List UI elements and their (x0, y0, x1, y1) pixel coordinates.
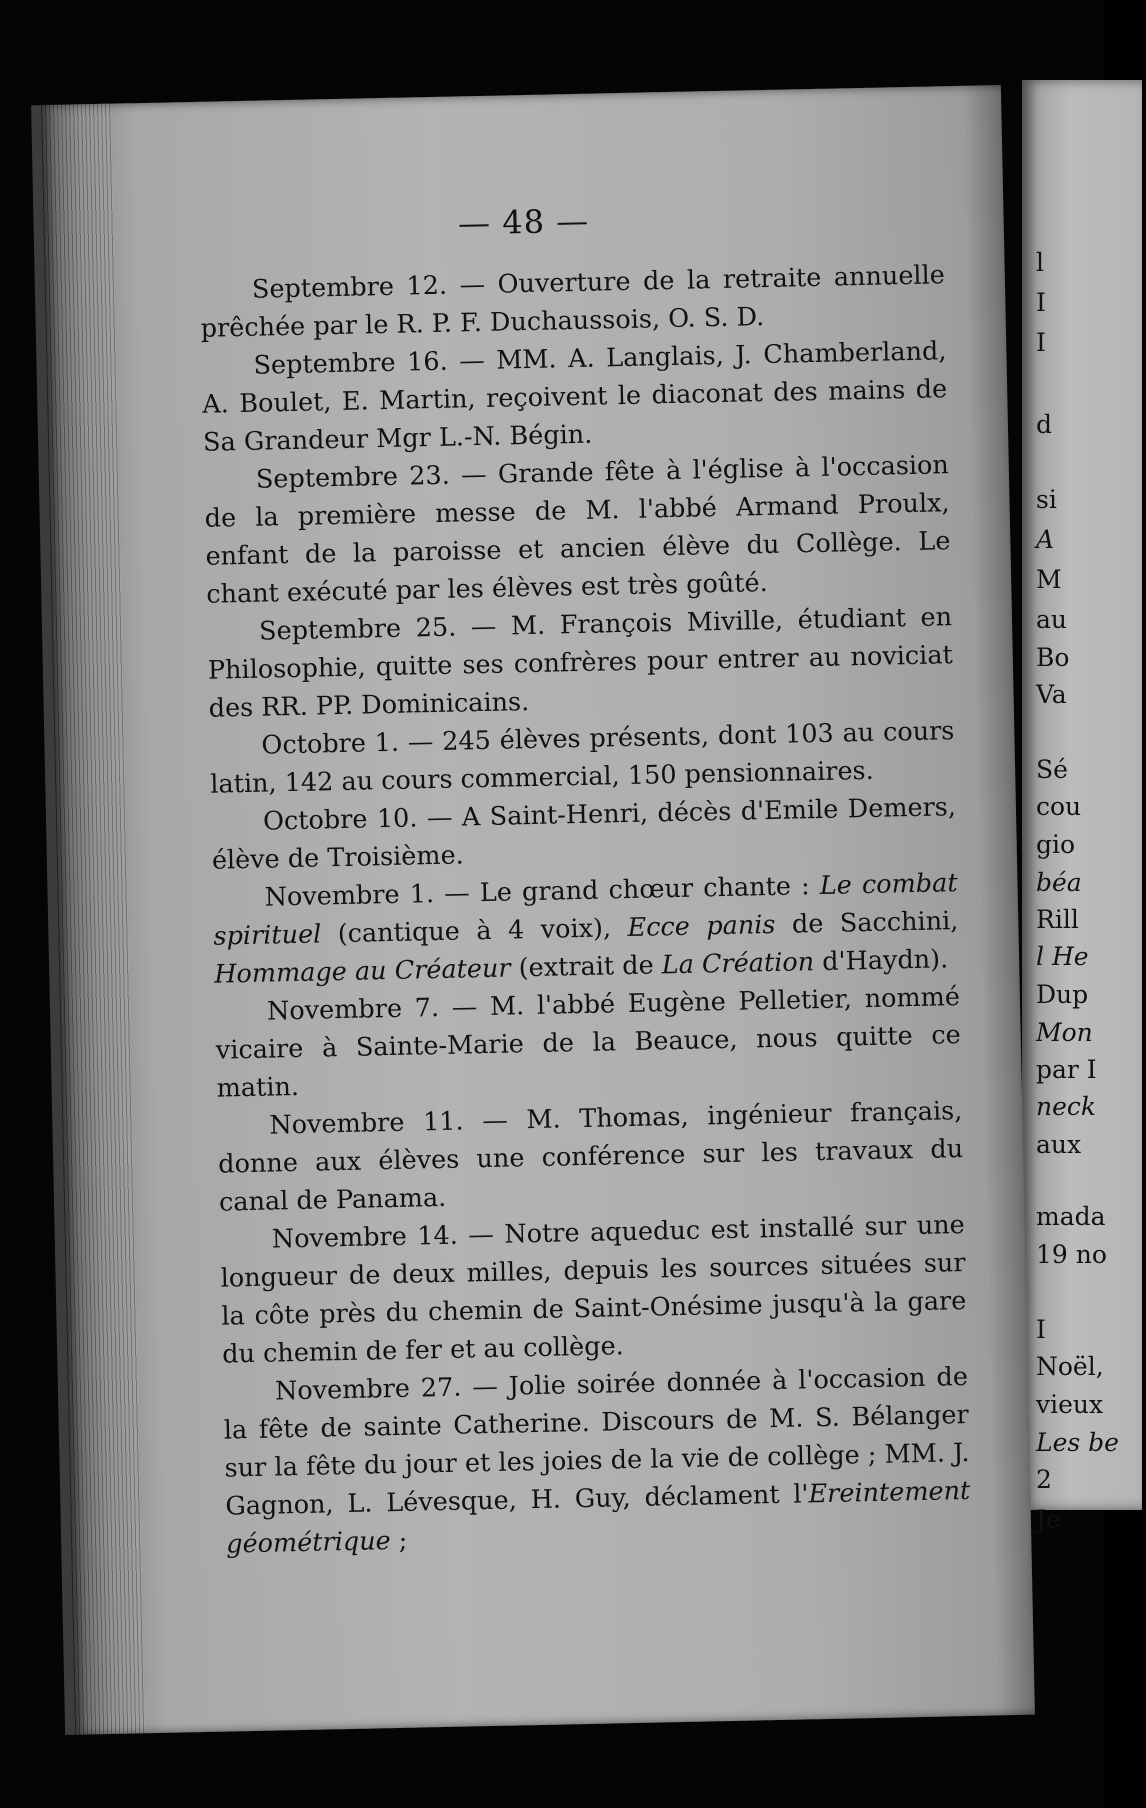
fragment-line: I (1036, 288, 1046, 317)
entry-date: Novembre 1. (264, 879, 435, 913)
entry-text: d'Haydn). (813, 944, 949, 978)
entry-date: Novembre 7. (266, 992, 440, 1027)
entry-text: — Grande fête à l'église à l'occasion de la première messe de M. l'abbé Armand Proulx, enfant de la paroisse et ancien élève du Collège. Le chant exécuté par les élèves est très goûté. (204, 450, 951, 610)
fragment-line: Noël, (1036, 1352, 1104, 1381)
entry-date: Septembre 12. (251, 270, 448, 305)
entry-text: — M. l'abbé Eugène Pelletier, nommé vicaire à Sainte-Marie de la Beauce, nous quitte ce matin. (215, 982, 962, 1104)
chronicle-entry (204, 446, 952, 614)
fragment-line: cou (1036, 792, 1082, 821)
entry-text: — 245 élèves présents, dont 103 au cours latin, 142 au cours commercial, 150 pensionnaires. (209, 716, 955, 800)
entry-text: — M. Thomas, ingénieur français, donne aux élèves une conférence sur les travaux du canal de Panama. (217, 1096, 964, 1218)
fragment-line: mada (1036, 1202, 1106, 1231)
fragment-line: si (1036, 485, 1057, 514)
fragment-line: d (1036, 410, 1053, 439)
book-page (31, 85, 1035, 1735)
entry-date: Novembre 27. (274, 1372, 462, 1407)
chronicle-entry (207, 598, 954, 728)
fragment-line: aux (1036, 1130, 1082, 1159)
work-title: Le combat spirituel (213, 868, 958, 952)
fragment-line: par I (1036, 1055, 1097, 1084)
entry-date: Novembre 14. (271, 1220, 459, 1255)
fragment-line: Sé (1036, 755, 1068, 784)
chronicle-entry (212, 864, 959, 994)
entry-text: — Jolie soirée donnée à l'occasion de la fête de sainte Catherine. Discours de M. S. Bélanger sur la fête du jour et les joies de la vie de collège ; MM. J. Gagnon, L. Lévesque, H. Guy, déclament l' (223, 1361, 970, 1522)
fragment-line: béa (1036, 868, 1082, 897)
entry-text: — MM. A. Langlais, J. Chamberland, A. Boulet, E. Martin, reçoivent le diaconat des mains de Sa Grandeur Mgr L.-N. Bégin. (202, 336, 948, 458)
fragment-line: I (1036, 1315, 1046, 1344)
fragment-line: Je (1036, 1505, 1061, 1534)
work-title: Ereintement géométrique (225, 1475, 971, 1560)
chronicle-entry (215, 978, 962, 1108)
fragment-line: A (1036, 525, 1055, 554)
entry-text: — M. François Miville, étudiant en Philosophie, quitte ses confrères pour entrer au noviciat des RR. PP. Dominicains. (207, 602, 954, 724)
entry-text: — Notre aqueduc est installé sur une longueur de deux milles, depuis les sources situées sur la côte près du chemin de Saint-Onésime jusqu'à la gare du chemin de fer et au collège. (220, 1210, 967, 1370)
entry-date: Septembre 16. (253, 346, 448, 381)
chronicle-text (200, 256, 972, 1563)
work-title: Hommage au Créateur (213, 953, 511, 990)
fragment-line: Mon (1036, 1018, 1093, 1047)
entry-text: — A Saint-Henri, décès d'Emile Demers, élève de Troisième. (211, 792, 957, 876)
entry-date: Septembre 23. (255, 460, 451, 495)
entry-text: (extrait de (510, 950, 663, 984)
entry-text: — Le grand chœur chante : (433, 870, 821, 910)
work-title: La Création (661, 947, 815, 981)
entry-date: Octobre 1. (261, 727, 400, 761)
fragment-line: Dup (1036, 980, 1089, 1009)
entry-date: Octobre 10. (262, 803, 418, 837)
entry-text: (cantique à 4 voix), (320, 913, 628, 950)
fragment-line: I (1036, 328, 1046, 357)
chronicle-entry (217, 1092, 964, 1222)
entry-text: — Ouverture de la retraite annuelle prêchée par le R. P. F. Duchaussois, O. S. D. (200, 260, 946, 344)
chronicle-entry (201, 332, 948, 462)
entry-date: Novembre 11. (269, 1106, 464, 1141)
entry-date: Septembre 25. (258, 612, 457, 647)
fragment-line: Va (1036, 680, 1067, 709)
fragment-line: Rill (1036, 905, 1079, 934)
fragment-line: vieux (1036, 1390, 1104, 1419)
chronicle-entry (219, 1206, 967, 1374)
fragment-line: gio (1036, 830, 1076, 859)
fragment-line: Les be (1036, 1428, 1119, 1457)
entry-text: de Sacchini, (775, 906, 959, 940)
fragment-line: au (1036, 605, 1068, 634)
fragment-line: 2 (1036, 1465, 1052, 1494)
fragment-line: l He (1036, 942, 1089, 971)
page-number: — 48 — (457, 201, 590, 243)
fragment-line: neck (1036, 1092, 1097, 1121)
next-page-edge (1022, 80, 1142, 1534)
fragment-line: l (1036, 248, 1044, 277)
fragment-line: Bo (1036, 643, 1070, 672)
work-title: Ecce panis (627, 909, 776, 944)
chronicle-entry (223, 1358, 972, 1564)
entry-text: ; (390, 1525, 408, 1557)
fragment-line: 19 no (1036, 1240, 1107, 1269)
fragment-line: M (1036, 565, 1062, 594)
